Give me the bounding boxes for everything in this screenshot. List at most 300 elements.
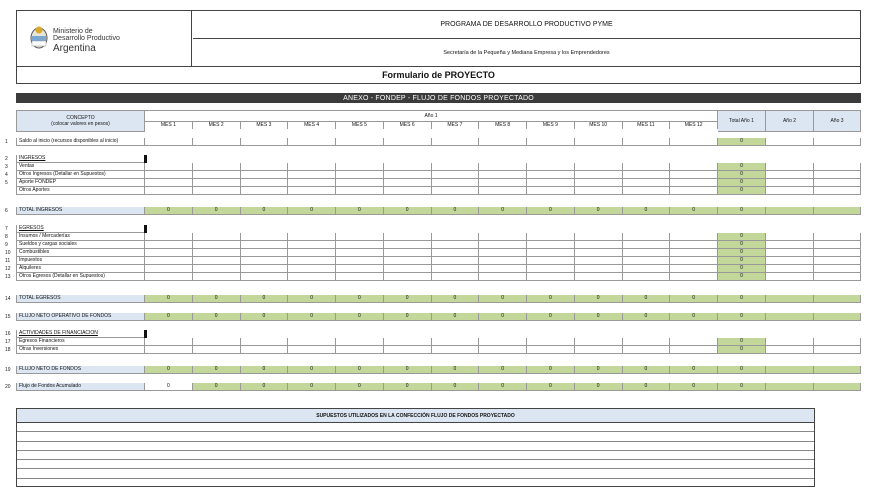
month-cell[interactable] [145,187,193,195]
month-cell[interactable] [479,171,527,179]
month-cell[interactable] [336,346,384,354]
month-header: MES 6 [384,121,432,129]
table-row [0,366,871,374]
month-cell[interactable] [432,233,480,241]
month-cell: 0 [241,366,289,374]
year3-cell[interactable] [814,179,861,187]
total-year1-cell: 0 [718,241,766,249]
month-cell[interactable] [479,265,527,273]
month-cell[interactable] [384,257,432,265]
month-cell[interactable] [145,273,193,281]
year3-cell[interactable] [814,338,861,346]
year2-cell[interactable] [766,171,814,179]
assumption-line[interactable] [17,442,814,451]
row-number: 1 [5,139,8,145]
month-cell[interactable] [288,171,336,179]
month-cell[interactable] [623,257,671,265]
month-cell: 0 [288,383,336,391]
total-year1-cell: 0 [718,249,766,257]
row-number: 6 [5,208,8,214]
month-cell[interactable] [670,163,718,171]
year3-cell[interactable] [814,171,861,179]
concept-header-cell [16,110,145,132]
year2-cell[interactable] [766,233,814,241]
month-cell: 0 [145,207,193,215]
month-cell: 0 [384,207,432,215]
month-cell[interactable] [193,163,241,171]
month-cell: 0 [288,366,336,374]
month-cell[interactable] [288,257,336,265]
year2-cell[interactable] [766,138,814,146]
row-label: Aporte FONDEP [16,179,145,187]
year3-cell[interactable] [814,233,861,241]
month-cell[interactable] [670,241,718,249]
month-cell[interactable] [384,346,432,354]
month-cell: 0 [241,207,289,215]
month-cell[interactable] [193,241,241,249]
row-label: Otros Aportes [16,187,145,195]
month-cell[interactable] [479,233,527,241]
month-header: MES 3 [241,121,289,129]
month-cell: 0 [479,383,527,391]
month-cell[interactable] [145,171,193,179]
month-cell[interactable] [432,179,480,187]
month-cell[interactable] [432,138,480,146]
concept-subheader: (colocar valores en pesos) [51,121,110,127]
row-label: Flujo de Fondos Acumulado [16,383,145,391]
month-cell[interactable] [527,241,575,249]
month-header: MES 4 [288,121,336,129]
month-cell[interactable] [288,265,336,273]
form-header [16,10,861,67]
month-cell[interactable] [145,163,193,171]
month-cell[interactable] [527,171,575,179]
month-cell[interactable] [623,265,671,273]
month-cell[interactable] [193,249,241,257]
month-cell[interactable] [623,179,671,187]
month-cell: 0 [479,366,527,374]
month-cell[interactable] [241,346,289,354]
row-number: 5 [5,180,8,186]
month-cell[interactable] [384,187,432,195]
row-number: 14 [5,296,11,302]
month-cell[interactable] [288,233,336,241]
month-cell[interactable] [432,265,480,273]
year3-cell[interactable] [814,273,861,281]
month-cell[interactable] [241,265,289,273]
month-header: MES 2 [193,121,241,129]
month-cell[interactable] [527,265,575,273]
month-cell[interactable] [145,346,193,354]
row-label: Saldo al inicio (recursos disponibles al inicio) [16,138,145,146]
year3-cell[interactable] [814,138,861,146]
month-cell[interactable] [336,257,384,265]
concept-header: CONCEPTO [66,115,95,121]
year3-cell[interactable] [814,346,861,354]
month-cell[interactable] [288,338,336,346]
month-cell[interactable] [241,249,289,257]
month-cell: 0 [193,295,241,303]
month-header: MES 7 [432,121,480,129]
month-cell: 0 [670,383,718,391]
year3-header: Año 3 [814,110,861,132]
month-cell[interactable] [288,241,336,249]
row-number: 15 [5,314,11,320]
month-cell: 0 [670,295,718,303]
month-cell: 0 [288,295,336,303]
month-cell[interactable] [336,179,384,187]
row-label: ACTIVIDADES DE FINANCIACION [16,330,145,338]
month-cell: 0 [145,313,193,321]
table-row [0,233,871,241]
year3-cell[interactable] [814,163,861,171]
assumption-line[interactable] [17,451,814,460]
month-cell[interactable] [623,233,671,241]
month-cell: 0 [241,383,289,391]
month-cell[interactable] [670,273,718,281]
year2-cell[interactable] [766,249,814,257]
month-cell[interactable] [670,346,718,354]
month-cell[interactable] [336,138,384,146]
month-cell[interactable] [623,163,671,171]
month-header: MES 11 [623,121,671,129]
month-cell[interactable] [527,163,575,171]
month-cell[interactable] [241,273,289,281]
year2-cell[interactable] [766,273,814,281]
month-cell[interactable] [527,249,575,257]
month-cell[interactable] [336,171,384,179]
month-cell[interactable] [623,241,671,249]
total-year1-cell: 0 [718,273,766,281]
month-cell[interactable] [670,187,718,195]
month-cell[interactable] [527,338,575,346]
month-cell[interactable] [384,249,432,257]
month-cell[interactable] [479,241,527,249]
month-cell[interactable] [623,346,671,354]
month-cell[interactable] [384,265,432,273]
month-cell: 0 [384,295,432,303]
month-cell[interactable] [193,171,241,179]
month-cell[interactable] [193,273,241,281]
month-cell: 0 [145,383,193,391]
month-cell[interactable] [432,273,480,281]
month-cell[interactable] [336,249,384,257]
month-cell: 0 [288,207,336,215]
month-cell[interactable] [145,241,193,249]
month-cell[interactable] [623,187,671,195]
month-cell[interactable] [670,233,718,241]
month-cell[interactable] [527,138,575,146]
month-cell[interactable] [432,171,480,179]
year2-cell [766,383,814,391]
month-cell[interactable] [479,179,527,187]
month-cell: 0 [623,383,671,391]
month-cell[interactable] [670,338,718,346]
month-cell[interactable] [145,265,193,273]
month-cell[interactable] [145,257,193,265]
table-row [0,225,871,233]
month-cell[interactable] [193,257,241,265]
year2-cell[interactable] [766,346,814,354]
month-cell[interactable] [241,163,289,171]
month-cell[interactable] [623,171,671,179]
row-label: FLUJO NETO DE FONDOS [16,366,145,374]
month-cell: 0 [145,366,193,374]
month-cell[interactable] [670,249,718,257]
table-row [0,249,871,257]
total-year1-cell: 0 [718,366,766,374]
table-row [0,257,871,265]
month-cell[interactable] [288,179,336,187]
year3-cell[interactable] [814,241,861,249]
total-year1-cell: 0 [718,338,766,346]
month-cell[interactable] [623,338,671,346]
month-cell[interactable] [432,163,480,171]
month-cell[interactable] [336,187,384,195]
month-cell[interactable] [432,257,480,265]
annex-title: ANEXO - FONDEP - FLUJO DE FONDOS PROYECTADO [16,93,861,103]
month-cell[interactable] [479,346,527,354]
month-cell: 0 [336,313,384,321]
table-row [0,155,871,163]
month-cell[interactable] [479,338,527,346]
month-cell[interactable] [336,163,384,171]
program-title: PROGRAMA DE DESARROLLO PRODUCTIVO PYME [193,11,860,39]
assumption-line[interactable] [17,423,814,432]
row-number: 17 [5,339,11,345]
month-cell[interactable] [336,233,384,241]
total-year1-cell: 0 [718,346,766,354]
month-cell: 0 [527,366,575,374]
month-cell[interactable] [479,249,527,257]
month-cell[interactable] [241,257,289,265]
total-year1-cell: 0 [718,171,766,179]
month-cell[interactable] [384,163,432,171]
month-cell[interactable] [432,187,480,195]
table-row [0,383,871,391]
month-cell[interactable] [336,265,384,273]
month-cell[interactable] [527,346,575,354]
month-cell[interactable] [241,233,289,241]
month-cell[interactable] [384,338,432,346]
year3-cell [814,295,861,303]
table-row [0,187,871,195]
month-cell: 0 [670,207,718,215]
month-cell[interactable] [336,273,384,281]
month-cell[interactable] [575,249,623,257]
assumptions-title: SUPUESTOS UTILIZADOS EN LA CONFECCIÓN FLUJO DE FONDOS PROYECTADO [17,409,814,423]
month-cell[interactable] [479,138,527,146]
assumption-line[interactable] [17,432,814,441]
month-cell: 0 [575,313,623,321]
month-cell[interactable] [241,171,289,179]
total-year1-cell: 0 [718,313,766,321]
month-cell: 0 [432,366,480,374]
month-cell[interactable] [479,163,527,171]
month-cell[interactable] [479,187,527,195]
month-cell: 0 [241,313,289,321]
row-label: EGRESOS [16,225,145,233]
month-cell[interactable] [145,233,193,241]
month-cell[interactable] [288,163,336,171]
month-cell[interactable] [432,249,480,257]
row-label: TOTAL EGRESOS [16,295,145,303]
month-cell[interactable] [527,257,575,265]
row-label: Otros Egresos (Detallar en Supuestos) [16,273,145,281]
month-header: MES 1 [145,121,193,129]
month-cell[interactable] [575,257,623,265]
month-cell[interactable] [288,187,336,195]
month-cell: 0 [527,383,575,391]
year3-cell[interactable] [814,257,861,265]
month-cell[interactable] [193,138,241,146]
assumption-line[interactable] [17,469,814,478]
month-cell[interactable] [623,273,671,281]
year3-cell [814,366,861,374]
row-label: Combustibles [16,249,145,257]
month-cell[interactable] [479,273,527,281]
month-cell[interactable] [623,249,671,257]
month-cell[interactable] [575,179,623,187]
month-cell[interactable] [670,138,718,146]
year1-header: Año 1 [145,110,718,121]
month-cell[interactable] [384,233,432,241]
month-cell[interactable] [241,138,289,146]
month-cell[interactable] [527,179,575,187]
month-cell[interactable] [193,346,241,354]
month-cell[interactable] [145,138,193,146]
month-cell[interactable] [479,257,527,265]
month-cell[interactable] [336,241,384,249]
month-cell[interactable] [336,338,384,346]
month-cell[interactable] [384,273,432,281]
month-cell: 0 [623,313,671,321]
month-cell[interactable] [384,138,432,146]
month-cell[interactable] [384,241,432,249]
table-row [0,207,871,215]
row-number: 18 [5,347,11,353]
year2-cell[interactable] [766,257,814,265]
month-cell[interactable] [288,346,336,354]
year2-cell[interactable] [766,187,814,195]
year2-cell[interactable] [766,265,814,273]
month-cell: 0 [479,207,527,215]
month-cell[interactable] [288,138,336,146]
year2-cell[interactable] [766,179,814,187]
month-cell: 0 [623,366,671,374]
row-label: INGRESOS [16,155,145,163]
month-cell[interactable] [527,233,575,241]
total-year1-cell: 0 [718,187,766,195]
assumption-line[interactable] [17,460,814,469]
row-number: 13 [5,274,11,280]
month-cell[interactable] [527,187,575,195]
month-cell[interactable] [527,273,575,281]
month-cell: 0 [336,366,384,374]
month-cell[interactable] [288,249,336,257]
month-cell[interactable] [575,163,623,171]
month-cell[interactable] [241,187,289,195]
year3-cell[interactable] [814,265,861,273]
month-cell[interactable] [193,338,241,346]
total-year1-cell: 0 [718,138,766,146]
total-year1-cell: 0 [718,207,766,215]
month-cell[interactable] [241,241,289,249]
month-cell[interactable] [575,265,623,273]
month-cell[interactable] [432,241,480,249]
month-cell[interactable] [575,233,623,241]
total-year1-header: Total Año 1 [718,110,766,132]
month-cell[interactable] [575,187,623,195]
month-cell[interactable] [432,346,480,354]
month-cell[interactable] [575,346,623,354]
month-cell[interactable] [575,338,623,346]
month-cell[interactable] [384,171,432,179]
total-year1-cell: 0 [718,295,766,303]
month-cell[interactable] [670,179,718,187]
month-cell[interactable] [575,171,623,179]
month-cell: 0 [384,383,432,391]
month-cell: 0 [623,295,671,303]
month-cell[interactable] [670,171,718,179]
row-number: 12 [5,266,11,272]
table-row [0,330,871,338]
row-label: Sueldos y cargas sociales [16,241,145,249]
month-cell[interactable] [193,179,241,187]
year3-cell[interactable] [814,249,861,257]
table-row [0,273,871,281]
month-cell[interactable] [670,265,718,273]
month-cell[interactable] [193,233,241,241]
row-number: 11 [5,258,11,264]
row-number: 4 [5,172,8,178]
month-cell[interactable] [241,338,289,346]
month-cell[interactable] [193,265,241,273]
row-label: Otras Inversiones [16,346,145,354]
year2-cell[interactable] [766,163,814,171]
form-title: Formulario de PROYECTO [16,67,861,84]
year3-cell [814,383,861,391]
month-cell: 0 [384,313,432,321]
month-cell[interactable] [145,179,193,187]
month-cell[interactable] [145,338,193,346]
year3-cell[interactable] [814,187,861,195]
month-cell[interactable] [670,257,718,265]
month-cell[interactable] [241,179,289,187]
month-cell[interactable] [145,249,193,257]
ministry-logo-block [17,11,192,66]
month-cell[interactable] [432,338,480,346]
month-cell[interactable] [575,273,623,281]
total-year1-cell: 0 [718,383,766,391]
month-cell[interactable] [623,138,671,146]
month-cell[interactable] [193,187,241,195]
month-cell[interactable] [288,273,336,281]
month-cell: 0 [432,383,480,391]
month-cell: 0 [193,383,241,391]
month-cell: 0 [145,295,193,303]
month-cell: 0 [670,366,718,374]
year2-cell[interactable] [766,241,814,249]
year2-cell[interactable] [766,338,814,346]
table-row [0,163,871,171]
total-year1-cell: 0 [718,233,766,241]
table-row [0,295,871,303]
row-number: 3 [5,164,8,170]
month-cell[interactable] [575,241,623,249]
month-cell[interactable] [575,138,623,146]
month-cell[interactable] [384,179,432,187]
